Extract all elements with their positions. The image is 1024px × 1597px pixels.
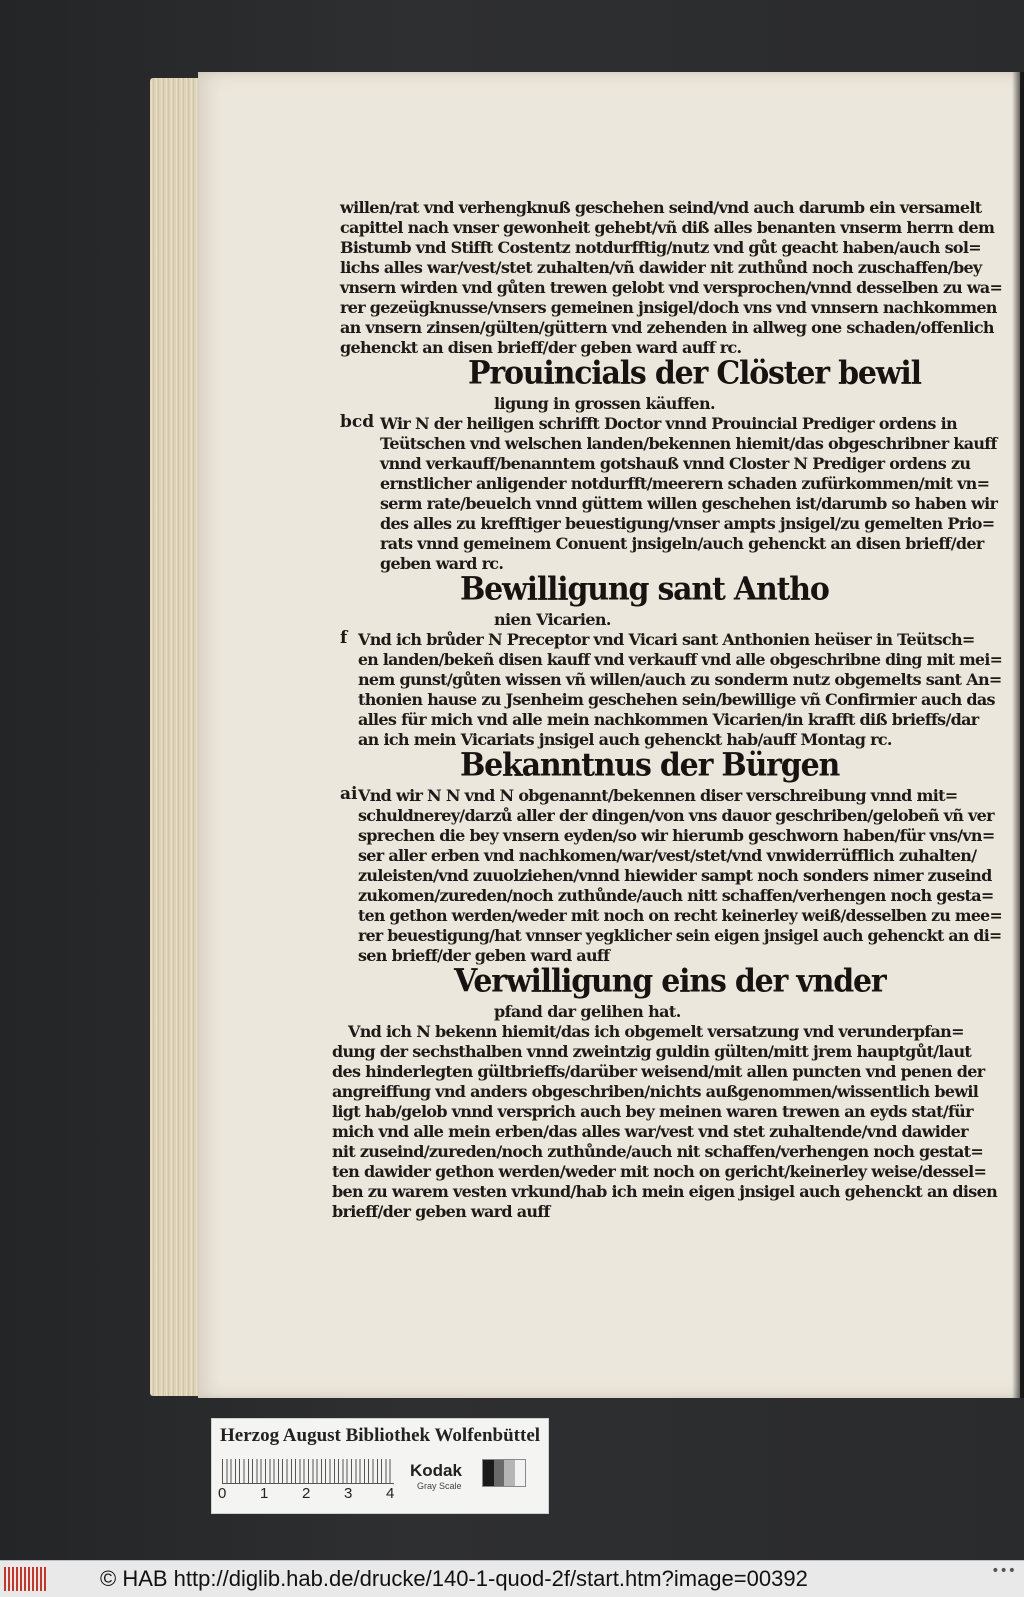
text-line: Bistumb vnd Stifft Costentz notdurfftig/nutz vnd gůt geacht haben/auch sol= [340, 238, 981, 257]
hab-logo-icon [4, 1567, 48, 1591]
color-reference-card [211, 1418, 549, 1514]
text-line: zuleisten/vnd zuuolziehen/vnnd hiewider sampt noch sonders nimer zuseind [358, 866, 992, 885]
text-line: dung der sechsthalben vnnd zweintzig guldin gülten/mitt jrem hauptgůt/laut [332, 1042, 972, 1061]
text-line: nit zuseind/zureden/noch zuthůnde/auch nit schaffen/verhengen noch gestat= [332, 1142, 984, 1161]
text-line: gehenckt an disen brieff/der geben ward auff rc. [340, 338, 742, 357]
gray-swatch [504, 1460, 515, 1486]
text-line: ligt hab/gelob vnnd versprich auch bey meinen waren trewen an eyds stat/für [332, 1102, 973, 1121]
text-line: lichs alles war/vest/stet zuhalten/vñ dawider nit zuthůnd noch zuschaffen/bey [340, 258, 982, 277]
ruler-number: 3 [344, 1485, 353, 1502]
text-line: sen brieff/der geben ward auff [358, 946, 610, 965]
section-subheading: ligung in grossen käuffen. [494, 394, 715, 413]
text-line: Teütschen vnd welschen landen/bekennen hiemit/das obgeschribner kauff [380, 434, 997, 453]
text-line: zukomen/zureden/noch zuthůnde/auch nitt schaffen/verhengen noch gesta= [358, 886, 994, 905]
margin-note: bcd [340, 412, 375, 432]
book [150, 72, 1020, 1398]
text-line: angreiffung vnd anders obgeschriben/nichts außgenommen/wissentlich bewil [332, 1082, 979, 1101]
text-line: Wir N der heiligen schrifft Doctor vnnd Prouincial Prediger ordens in [380, 414, 957, 433]
text-line: rats vnnd gemeinem Conuent jnsigeln/auch gehenckt an disen brieff/der [380, 534, 984, 553]
text-line: alles für mich vnd alle mein nachkommen Vicarien/in krafft diß brieffs/dar [358, 710, 979, 729]
text-line: ernstlicher anligender notdurfft/meerern schaden zufürkommen/mit vn= [380, 474, 990, 493]
text-line: sprechen die bey vnsern eyden/so wir hierumb geschworn haben/für vns/vn= [358, 826, 995, 845]
text-line: an vnsern zinsen/gülten/güttern vnd zehenden in allweg one schaden/offenlich [340, 318, 994, 337]
gray-swatch [494, 1460, 505, 1486]
text-line: geben ward rc. [380, 554, 504, 573]
gray-scale-swatches [482, 1459, 526, 1487]
section-heading: Prouincials der Clöster bewil [468, 355, 921, 392]
section-heading: Bewilligung sant Antho [460, 571, 829, 608]
margin-note: f [340, 628, 348, 648]
text-line: ten gethon werden/weder mit noch on recht keinerley weiß/desselben zu mee= [358, 906, 1002, 925]
text-line: rer gezeügknusse/vnsers gemeinen jnsigel/doch vns vnd vnnsern nachkommen [340, 298, 997, 317]
ruler-scale [222, 1459, 394, 1484]
text-line: des hinderlegten gültbrieffs/darüber weisend/mit allen puncten vnd penen der [332, 1062, 985, 1081]
ruler-numbers [218, 1485, 418, 1505]
gray-scale-label: Gray Scale [417, 1481, 462, 1491]
text-line: Vnd ich N bekenn hiemit/das ich obgemelt versatzung vnd verunderpfan= [348, 1022, 964, 1041]
text-line: brieff/der geben ward auff [332, 1202, 550, 1221]
book-page [198, 72, 1020, 1398]
text-line: an ich mein Vicariats jnsigel auch gehenckt hab/auff Montag rc. [358, 730, 892, 749]
text-line: thonien hause zu Jsenheim geschehen sein/bewillige vñ Confirmier auch das [358, 690, 995, 709]
text-line: mich vnd alle mein erben/das alles war/vest vnd stet zuhaltende/vnd dawider [332, 1122, 968, 1141]
section-heading: Verwilligung eins der vnder [454, 963, 886, 1000]
text-line: capittel nach vnser gewonheit gehebt/vñ diß alles benanten vnserm herrn dem [340, 218, 995, 237]
status-bar [0, 1560, 1024, 1597]
institution-label: Herzog August Bibliothek Wolfenbüttel [220, 1425, 541, 1446]
text-line: nem gunst/gůten wissen vñ willen/auch zu sonderm nutz obgemelts sant An= [358, 670, 1002, 689]
copyright-url: © HAB http://diglib.hab.de/drucke/140-1-quod-2f/start.htm?image=00392 [100, 1566, 808, 1591]
text-line: ben zu warem vesten vrkund/hab ich mein eigen jnsigel auch gehenckt an disen [332, 1182, 998, 1201]
section-subheading: nien Vicarien. [494, 610, 611, 629]
text-line: Vnd ich brůder N Preceptor vnd Vicari sant Anthonien heüser in Teütsch= [358, 630, 975, 649]
gray-swatch [483, 1460, 494, 1486]
text-line: ser aller erben vnd nachkomen/war/vest/stet/vnd vnwiderrüfflich zuhalten/ [358, 846, 977, 865]
text-line: en landen/bekeñ disen kauff vnd verkauff vnd alle obgeschribne ding mit mei= [358, 650, 1003, 669]
ruler-number: 1 [260, 1485, 269, 1502]
text-line: des alles zu krefftiger beuestigung/vnser ampts jnsigel/zu gemelten Prio= [380, 514, 995, 533]
ruler-number: 0 [218, 1485, 227, 1502]
ruler-number: 2 [302, 1485, 311, 1502]
text-line: Vnd wir N N vnd N obgenannt/bekennen diser verschreibung vnnd mit= [358, 786, 958, 805]
margin-note: ai [340, 784, 358, 804]
section-subheading: pfand dar gelihen hat. [494, 1002, 681, 1021]
text-line: rer beuestigung/hat vnnser yegklicher sein eigen jnsigel auch gehenckt an di= [358, 926, 1002, 945]
more-dots-icon[interactable]: ••• [991, 1563, 1016, 1579]
page-gutter-shadow [1012, 72, 1024, 1398]
ruler-number: 4 [386, 1485, 395, 1502]
gray-swatch [515, 1460, 526, 1486]
section-heading: Bekanntnus der Bürgen [460, 747, 840, 784]
text-line: vnnd verkauff/benanntem gotshauß vnnd Closter N Prediger ordens zu [380, 454, 971, 473]
text-line: willen/rat vnd verhengknuß geschehen seind/vnd auch darumb ein versamelt [340, 198, 982, 217]
kodak-logo: Kodak [410, 1461, 462, 1480]
text-line: schuldnerey/darzů aller der dingen/von vns dauor geschriben/gelobeñ vñ ver [358, 806, 994, 825]
text-line: vnsern wirden vnd gůten trewen gelobt vnd versprochen/vnnd desselben zu wa= [340, 278, 1003, 297]
text-line: ten dawider gethon werden/weder mit noch on gericht/keinerley weise/dessel= [332, 1162, 987, 1181]
text-line: serm rate/beuelch vnnd güttem willen geschehen ist/darumb so haben wir [380, 494, 998, 513]
